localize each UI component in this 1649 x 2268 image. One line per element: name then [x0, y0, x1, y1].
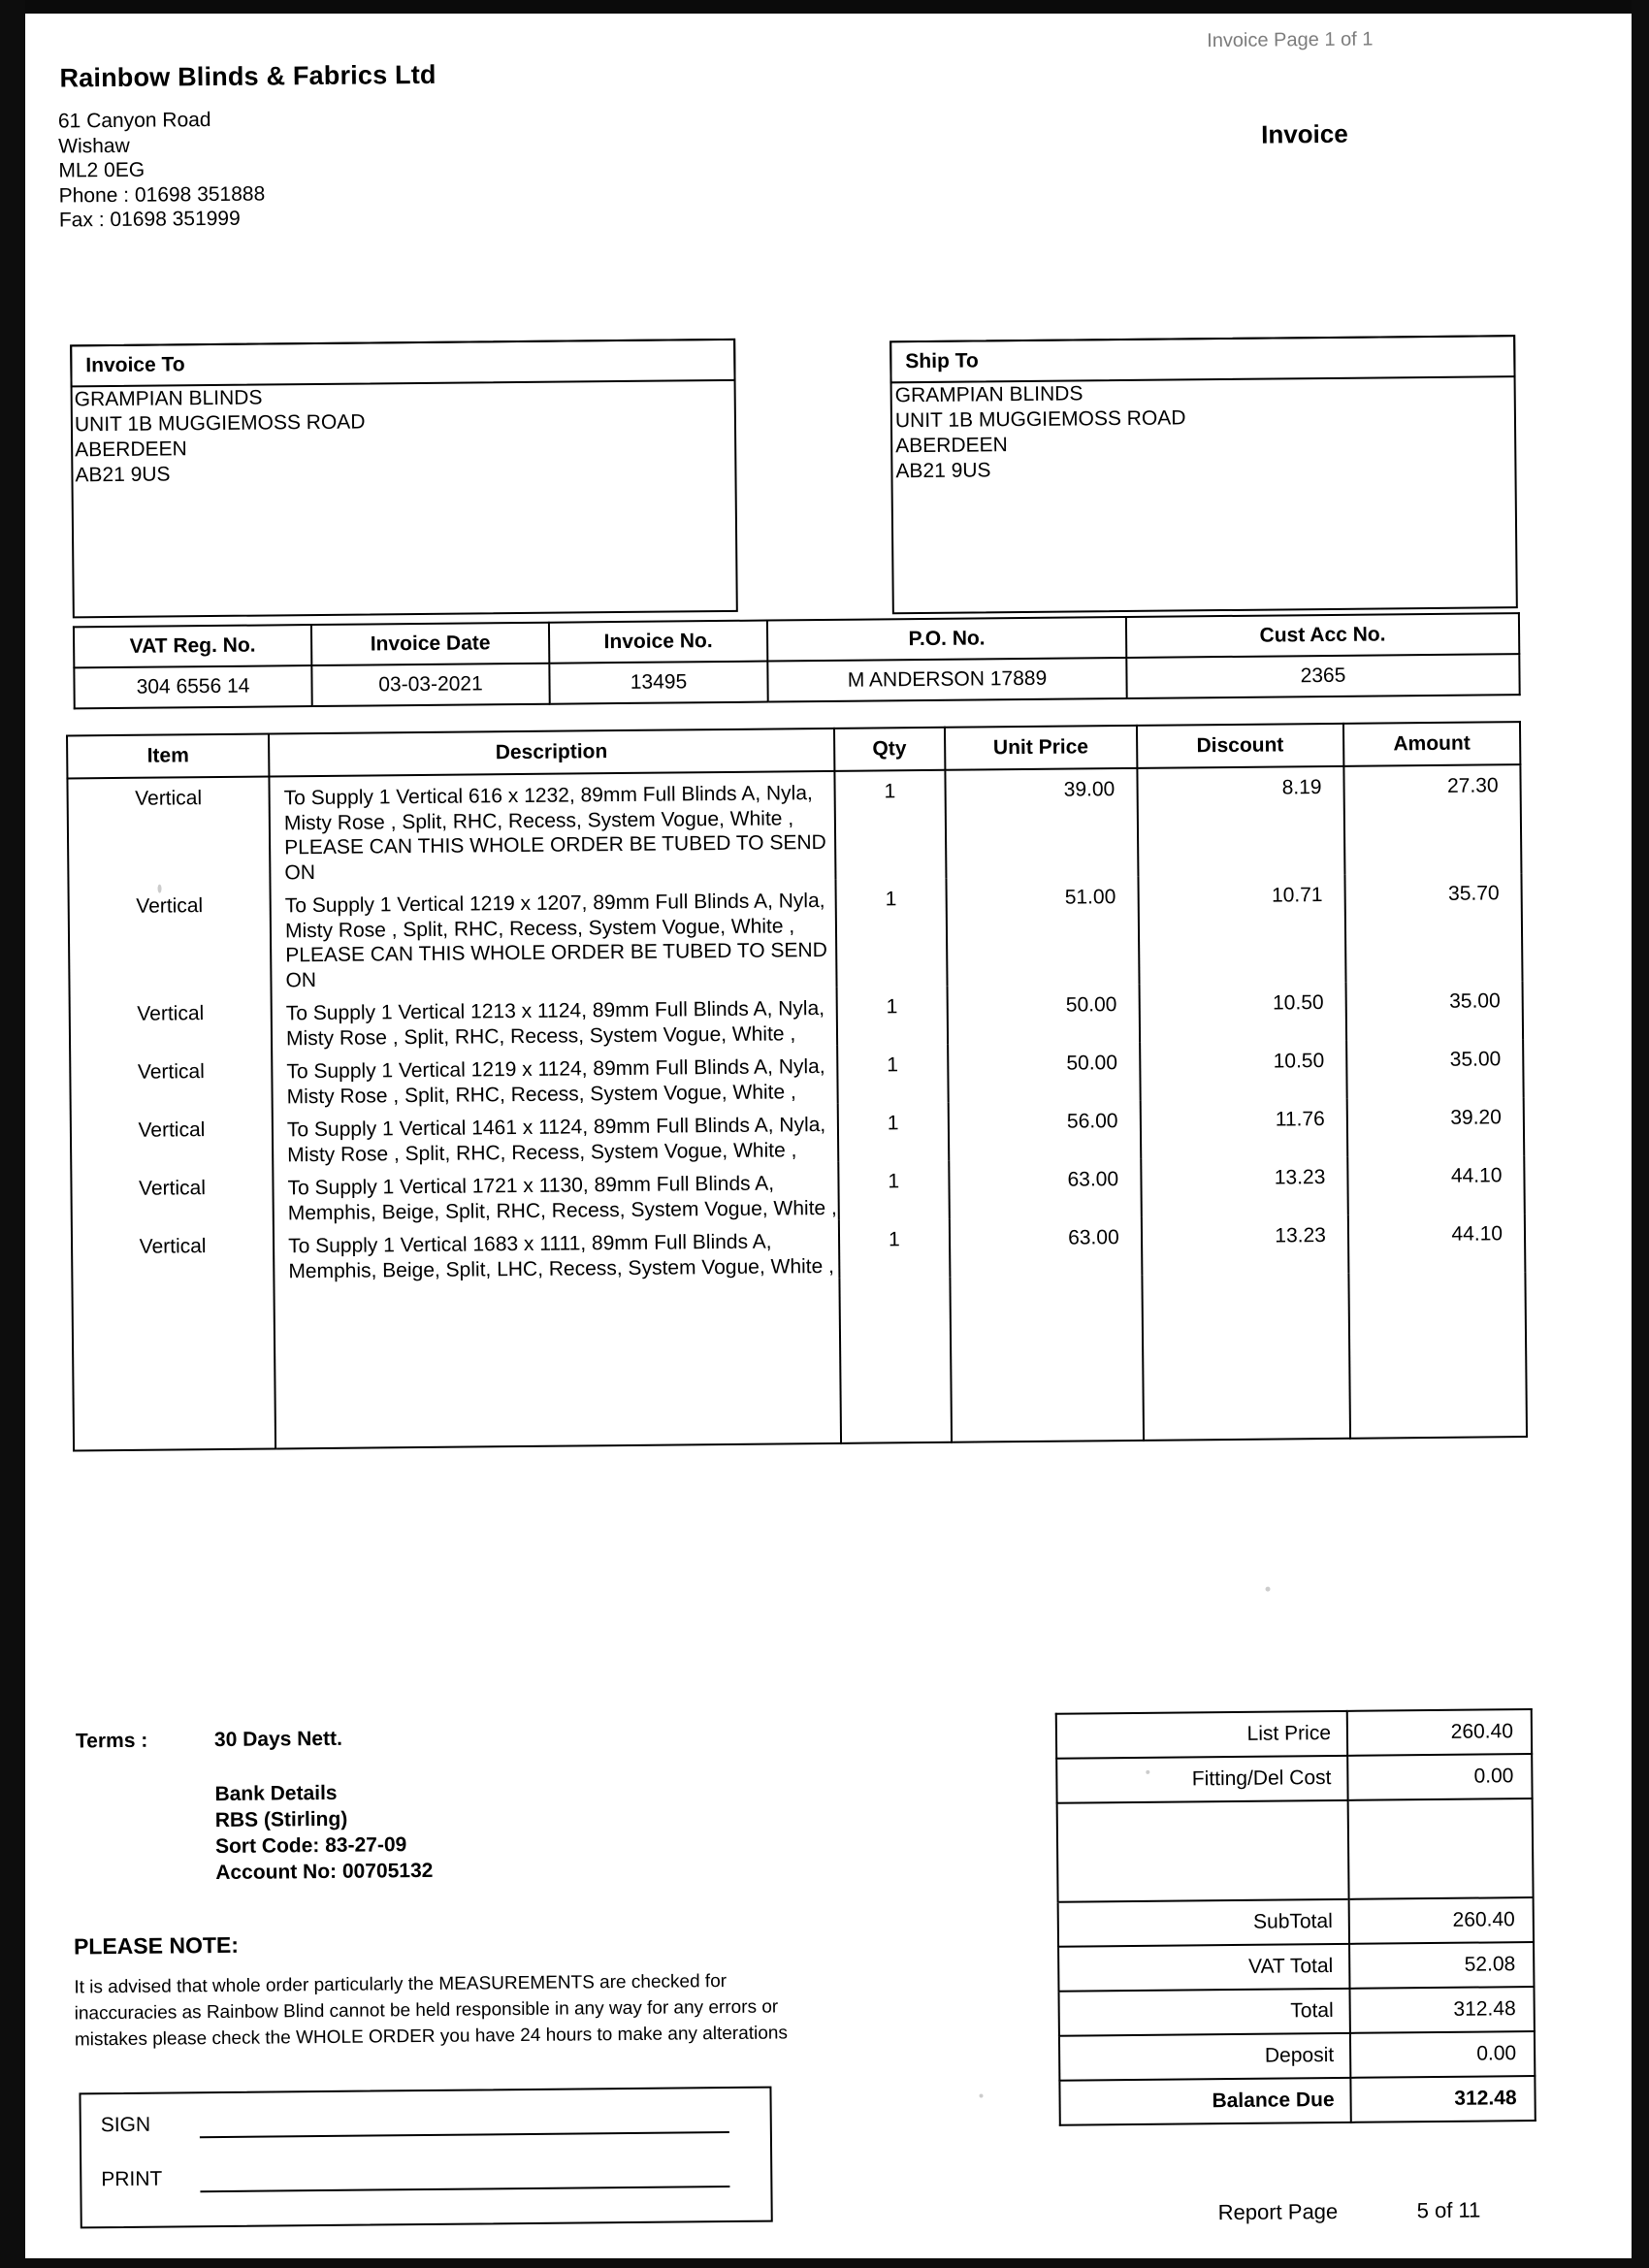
print-label: PRINT — [101, 2167, 163, 2191]
meta-value-cell: 304 6556 14 — [74, 665, 311, 708]
row-discount: 10.71 — [1138, 875, 1345, 985]
totals-value: 260.40 — [1347, 1709, 1532, 1756]
scan-speckle — [157, 885, 161, 893]
row-discount: 10.50 — [1139, 983, 1346, 1043]
filler-cell — [950, 1276, 1143, 1442]
row-amount: 39.20 — [1347, 1097, 1525, 1157]
row-discount: 13.23 — [1141, 1157, 1348, 1217]
row-qty: 1 — [838, 1161, 950, 1220]
line-items-table — [66, 721, 1528, 1451]
company-name: Rainbow Blinds & Fabrics Ltd — [59, 59, 436, 93]
row-qty: 1 — [837, 1045, 949, 1104]
sign-label: SIGN — [100, 2113, 151, 2137]
totals-row — [1058, 1987, 1534, 2036]
totals-label: Fitting/Del Cost — [1056, 1756, 1347, 1803]
row-qty: 1 — [838, 1219, 950, 1279]
filler-cell — [839, 1278, 952, 1443]
row-unit-price: 39.00 — [945, 768, 1138, 879]
items-header-qty: Qty — [834, 728, 946, 771]
scan-edge-top — [0, 0, 1649, 14]
row-item: Vertical — [67, 776, 270, 887]
meta-header-cell: P.O. No. — [767, 617, 1126, 662]
row-discount: 11.76 — [1140, 1099, 1347, 1159]
row-description: To Supply 1 Vertical 1219 x 1124, 89mm Full Blinds A, Nyla, Misty Rose , Split, RHC, Recess, System Vogue, White , — [272, 1046, 837, 1110]
totals-label: SubTotal — [1058, 1899, 1349, 1947]
row-qty: 1 — [834, 770, 946, 880]
totals-label: Total — [1058, 1989, 1349, 2036]
totals-row — [1056, 1709, 1532, 1759]
row-item: Vertical — [72, 1225, 275, 1285]
totals-table — [1055, 1708, 1536, 2126]
totals-label: List Price — [1056, 1711, 1347, 1759]
invoice-page-note: Invoice Page 1 of 1 — [1207, 28, 1374, 52]
row-amount: 44.10 — [1347, 1155, 1525, 1215]
ship-to-address: GRAMPIAN BLINDS UNIT 1B MUGGIEMOSS ROAD ABERDEEN AB21 9US — [894, 382, 1186, 483]
row-discount: 10.50 — [1140, 1041, 1347, 1101]
totals-value: 260.40 — [1349, 1897, 1534, 1944]
row-description: To Supply 1 Vertical 1213 x 1124, 89mm Full Blinds A, Nyla, Misty Rose , Split, RHC, Recess, System Vogue, White , — [272, 988, 837, 1052]
totals-value: 0.00 — [1350, 2031, 1535, 2078]
totals-value: 312.48 — [1350, 2076, 1535, 2122]
totals-value: 0.00 — [1347, 1754, 1532, 1800]
totals-spacer-cell — [1057, 1800, 1349, 1902]
scan-edge-left — [0, 0, 25, 2268]
row-description: To Supply 1 Vertical 1721 x 1130, 89mm Full Blinds A, Memphis, Beige, Split, RHC, Recess, System Vogue, White , — [273, 1162, 838, 1226]
row-item: Vertical — [70, 992, 273, 1053]
row-unit-price: 50.00 — [948, 1043, 1140, 1103]
totals-spacer-row — [1057, 1798, 1534, 1902]
meta-value-cell: 13495 — [549, 662, 767, 704]
report-page-label: Report Page — [1217, 2198, 1339, 2225]
meta-value-cell: M ANDERSON 17889 — [767, 658, 1126, 702]
totals-row — [1058, 1897, 1534, 1947]
row-qty: 1 — [835, 879, 947, 988]
please-note-body: It is advised that whole order particularly the MEASUREMENTS are checked for inaccuracies as Rainbow Blind cannot be held responsible in any way for any errors or mistakes please check the WHOLE ORDER you have 24 hours to make any alterations — [74, 1971, 789, 2051]
totals-value: 52.08 — [1349, 1942, 1534, 1989]
totals-label: Balance Due — [1059, 2078, 1350, 2125]
scan-edge-bottom — [0, 2258, 1649, 2268]
scan-speckle — [1266, 1587, 1271, 1592]
invoice-meta-table — [73, 612, 1521, 709]
row-amount: 27.30 — [1343, 764, 1521, 875]
report-page-value: 5 of 11 — [1416, 2197, 1481, 2223]
meta-header-cell: VAT Reg. No. — [74, 625, 311, 667]
row-unit-price: 56.00 — [949, 1101, 1141, 1161]
totals-row — [1056, 1754, 1532, 1803]
totals-label: Deposit — [1059, 2033, 1350, 2081]
ship-to-heading-cell — [889, 335, 1515, 383]
ship-to-heading: Ship To — [905, 349, 979, 373]
scan-edge-right — [1632, 0, 1649, 2268]
row-amount: 44.10 — [1348, 1214, 1526, 1274]
please-note-heading: PLEASE NOTE: — [73, 1931, 240, 1960]
row-description: To Supply 1 Vertical 1461 x 1124, 89mm Full Blinds A, Nyla, Misty Rose , Split, RHC, Recess, System Vogue, White , — [273, 1104, 838, 1168]
table-row — [69, 873, 1523, 994]
row-discount: 13.23 — [1141, 1215, 1348, 1276]
row-item: Vertical — [69, 885, 272, 994]
row-item: Vertical — [71, 1109, 274, 1169]
row-item: Vertical — [71, 1167, 274, 1227]
row-amount: 35.70 — [1344, 873, 1522, 983]
row-item: Vertical — [70, 1051, 273, 1111]
row-unit-price: 50.00 — [948, 985, 1140, 1045]
table-row — [67, 764, 1521, 887]
row-description: To Supply 1 Vertical 616 x 1232, 89mm Full Blinds A, Nyla, Misty Rose , Split, RHC, Recess, System Vogue, White , PLEASE CAN THIS WHOLE ORDER BE TUBED TO SEND ON — [269, 771, 835, 886]
totals-row — [1058, 1942, 1534, 1992]
table-filler-row — [72, 1272, 1527, 1450]
meta-header-cell: Invoice Date — [311, 623, 549, 665]
company-address: 61 Canyon Road Wishaw ML2 0EG Phone : 01698 351888 Fax : 01698 351999 — [57, 109, 266, 232]
invoice-to-heading-cell — [70, 339, 735, 388]
bank-details: Bank Details RBS (Stirling) Sort Code: 83-27-09 Account No: 00705132 — [214, 1781, 434, 1885]
items-header-amount: Amount — [1343, 722, 1521, 766]
totals-spacer-cell — [1348, 1798, 1534, 1899]
filler-cell — [1348, 1272, 1527, 1439]
scan-speckle — [980, 2093, 984, 2097]
invoice-to-heading: Invoice To — [85, 353, 185, 377]
document-title: Invoice — [1260, 118, 1348, 149]
meta-value-cell: 03-03-2021 — [311, 664, 549, 706]
filler-cell — [1142, 1274, 1350, 1441]
row-qty: 1 — [836, 987, 948, 1046]
filler-cell — [72, 1283, 275, 1450]
row-description: To Supply 1 Vertical 1683 x 1111, 89mm Full Blinds A, Memphis, Beige, Split, LHC, Recess, System Vogue, White , — [274, 1220, 839, 1284]
row-description: To Supply 1 Vertical 1219 x 1207, 89mm Full Blinds A, Nyla, Misty Rose , Split, RHC, Recess, System Vogue, White , PLEASE CAN THIS WHOLE ORDER BE TUBED TO SEND ON — [271, 880, 837, 993]
totals-label: VAT Total — [1058, 1944, 1349, 1992]
totals-row-balance-due — [1059, 2076, 1535, 2125]
totals-value: 312.48 — [1349, 1987, 1534, 2033]
row-discount: 8.19 — [1137, 766, 1344, 877]
meta-header-cell: Invoice No. — [549, 621, 767, 664]
items-header-discount: Discount — [1137, 724, 1344, 768]
signature-box — [79, 2087, 772, 2229]
meta-header-cell: Cust Acc No. — [1126, 613, 1519, 658]
row-amount: 35.00 — [1345, 981, 1523, 1041]
terms-value: 30 Days Nett. — [213, 1727, 342, 1752]
invoice-to-address: GRAMPIAN BLINDS UNIT 1B MUGGIEMOSS ROAD ABERDEEN AB21 9US — [74, 386, 366, 487]
terms-label: Terms : — [75, 1729, 148, 1753]
items-header-description: Description — [269, 729, 834, 777]
meta-value-cell: 2365 — [1126, 654, 1519, 698]
row-unit-price: 51.00 — [946, 877, 1139, 987]
totals-row — [1059, 2031, 1535, 2081]
row-unit-price: 63.00 — [950, 1217, 1142, 1278]
items-header-item: Item — [67, 733, 269, 778]
items-header-unit-price: Unit Price — [945, 726, 1137, 770]
row-unit-price: 63.00 — [949, 1159, 1141, 1219]
row-qty: 1 — [837, 1103, 949, 1162]
filler-cell — [275, 1279, 841, 1449]
scan-speckle — [1146, 1770, 1149, 1774]
row-amount: 35.00 — [1346, 1039, 1524, 1099]
